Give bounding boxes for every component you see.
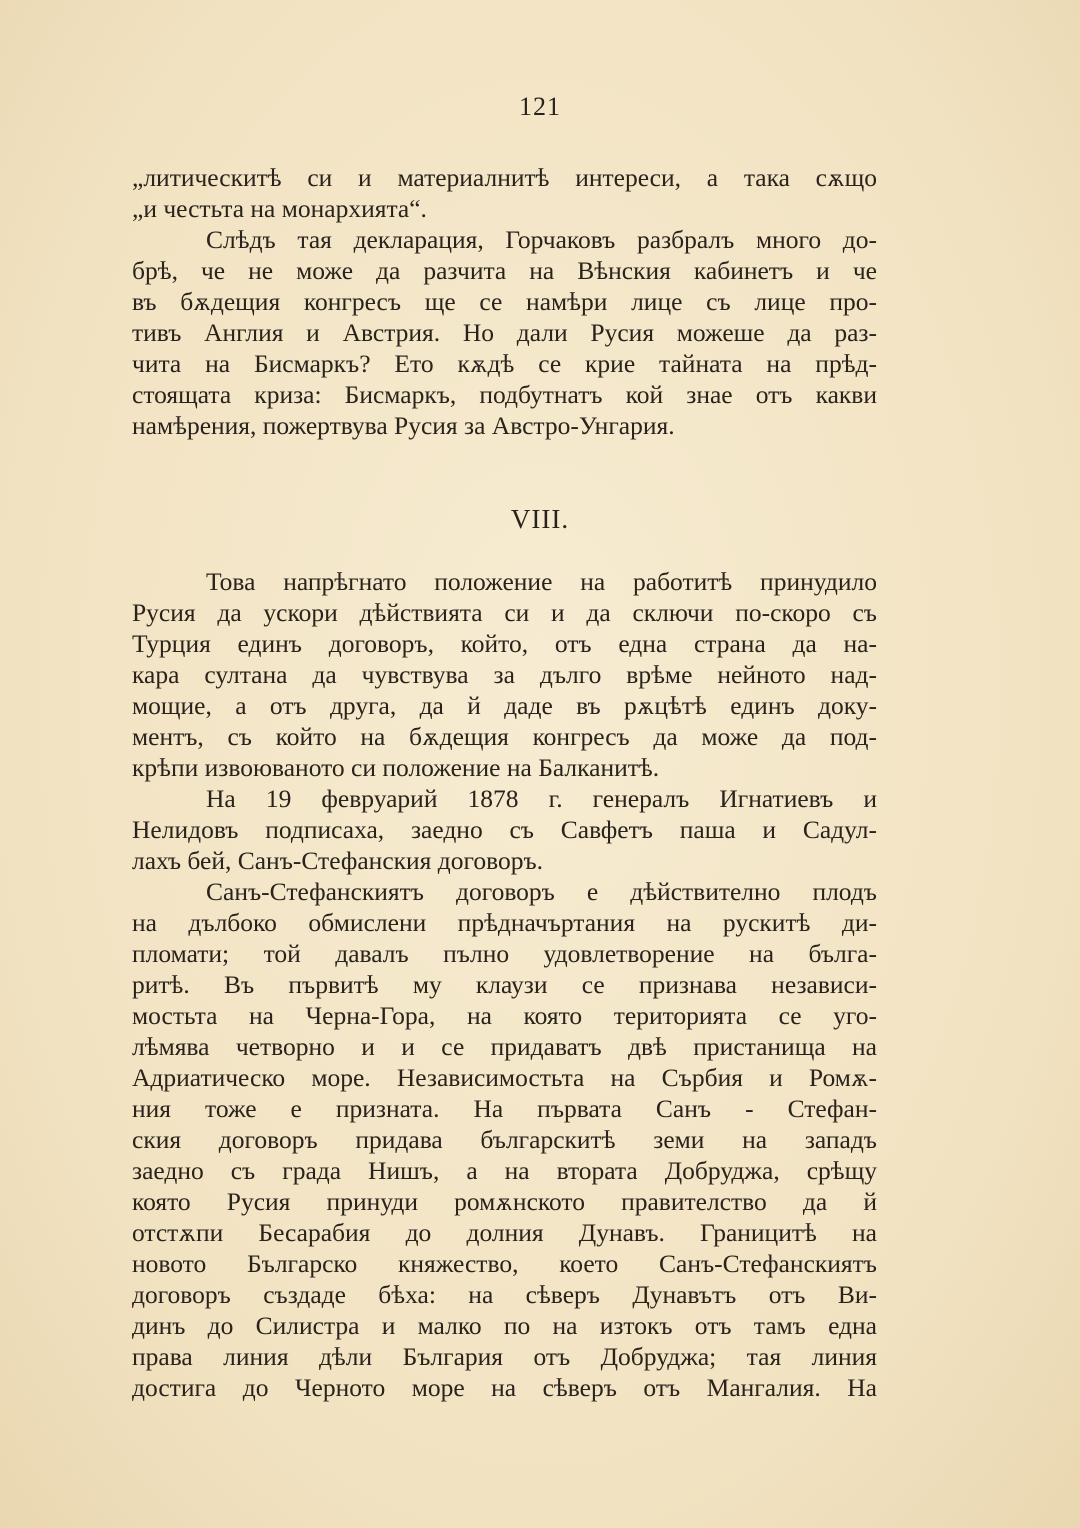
- text-line: брѣ, че не може да разчита на Вѣнския кабинетъ и че: [132, 256, 877, 285]
- text-line: Това напрѣгнато положение на работитѣ принудило: [206, 567, 877, 596]
- text-line: ския договоръ придава българскитѣ земи на западъ: [132, 1125, 877, 1154]
- text-line: Турция единъ договоръ, който, отъ една страна да на-: [132, 629, 877, 658]
- text-line: заедно съ града Нишъ, а на втората Добруджа, срѣщу: [132, 1156, 877, 1185]
- text-line: на дълбоко обмислени прѣдначъртания на рускитѣ ди-: [132, 908, 877, 937]
- paragraph-treaty-signed: [132, 783, 877, 876]
- text-line: намѣрения, пожертвува Русия за Австро-Унгария.: [132, 411, 675, 440]
- text-line: тивъ Англия и Австрия. Но дали Русия можеше да раз-: [132, 318, 877, 347]
- text-line: мостьта на Черна-Гора, на която територията се уго-: [132, 1001, 877, 1030]
- text-line: Санъ-Стефанскиятъ договоръ е дѣйствително плодъ: [206, 877, 877, 906]
- text-line: лахъ бей, Санъ-Стефанския договоръ.: [132, 846, 544, 875]
- text-block-top: [132, 162, 877, 441]
- text-line: Адриатическо море. Независимостьта на Сърбия и Ромѫ-: [132, 1063, 877, 1092]
- text-line: която Русия принуди ромѫнското правителство да й: [132, 1187, 877, 1216]
- page-number: 121: [519, 92, 561, 121]
- text-line: стоящата криза: Бисмаркъ, подбутнатъ кой знае отъ какви: [132, 380, 877, 409]
- text-line: Нелидовъ подписаха, заедно съ Савфетъ паша и Садул-: [132, 815, 877, 844]
- text-line: „и честьта на монархията“.: [132, 194, 427, 223]
- text-line: динъ до Силистра и малко по на изтокъ отъ тамъ една: [132, 1311, 877, 1340]
- text-line: ния тоже е призната. На първата Санъ - Стефан-: [132, 1094, 877, 1123]
- text-line: ритѣ. Въ първитѣ му клаузи се признава независи-: [132, 970, 877, 999]
- text-line: новото Българско княжество, което Санъ-Стефанскиятъ: [132, 1249, 877, 1278]
- text-line: Слѣдъ тая декларация, Горчаковъ разбралъ много до-: [206, 225, 877, 254]
- text-line: крѣпи извоюваното си положение на Балканитѣ.: [132, 753, 660, 782]
- text-line: права линия дѣли България отъ Добруджа; тая линия: [132, 1342, 877, 1371]
- text-line: На 19 февруарий 1878 г. генералъ Игнатиевъ и: [206, 784, 877, 813]
- paragraph-continuation: [132, 162, 877, 224]
- text-line: договоръ създаде бѣха: на сѣверъ Дунавътъ отъ Ви-: [132, 1280, 877, 1309]
- text-line: чита на Бисмаркъ? Ето кѫдѣ се крие тайната на прѣд-: [132, 349, 877, 378]
- text-line: въ бѫдещия конгресъ ще се намѣри лице съ лице про-: [132, 287, 877, 316]
- text-line: „литическитѣ си и материалнитѣ интереси, а така сѫщо: [132, 163, 877, 192]
- paragraph-treaty-terms: [132, 876, 877, 1403]
- paragraph-gorchakov: [132, 224, 877, 441]
- text-block-section: [132, 566, 877, 1403]
- text-line: кара султана да чувствува за дълго врѣме нейното над-: [132, 660, 877, 689]
- text-line: достига до Черното море на сѣверъ отъ Мангалия. На: [132, 1373, 877, 1402]
- text-line: лѣмява четворно и и се придаватъ двѣ пристанища на: [132, 1032, 877, 1061]
- text-line: отстѫпи Бесарабия до долния Дунавъ. Границитѣ на: [132, 1218, 877, 1247]
- section-heading: VIII.: [510, 504, 570, 534]
- text-line: ментъ, съ който на бѫдещия конгресъ да може да под-: [132, 722, 877, 751]
- text-line: Русия да ускори дѣйствията си и да сключи по-скоро съ: [132, 598, 877, 627]
- text-line: мощие, а отъ друга, да й даде въ рѫцѣтѣ единъ доку-: [132, 691, 877, 720]
- paragraph-tension: [132, 566, 877, 783]
- text-line: пломати; той давалъ пълно удовлетворение на бълга-: [132, 939, 877, 968]
